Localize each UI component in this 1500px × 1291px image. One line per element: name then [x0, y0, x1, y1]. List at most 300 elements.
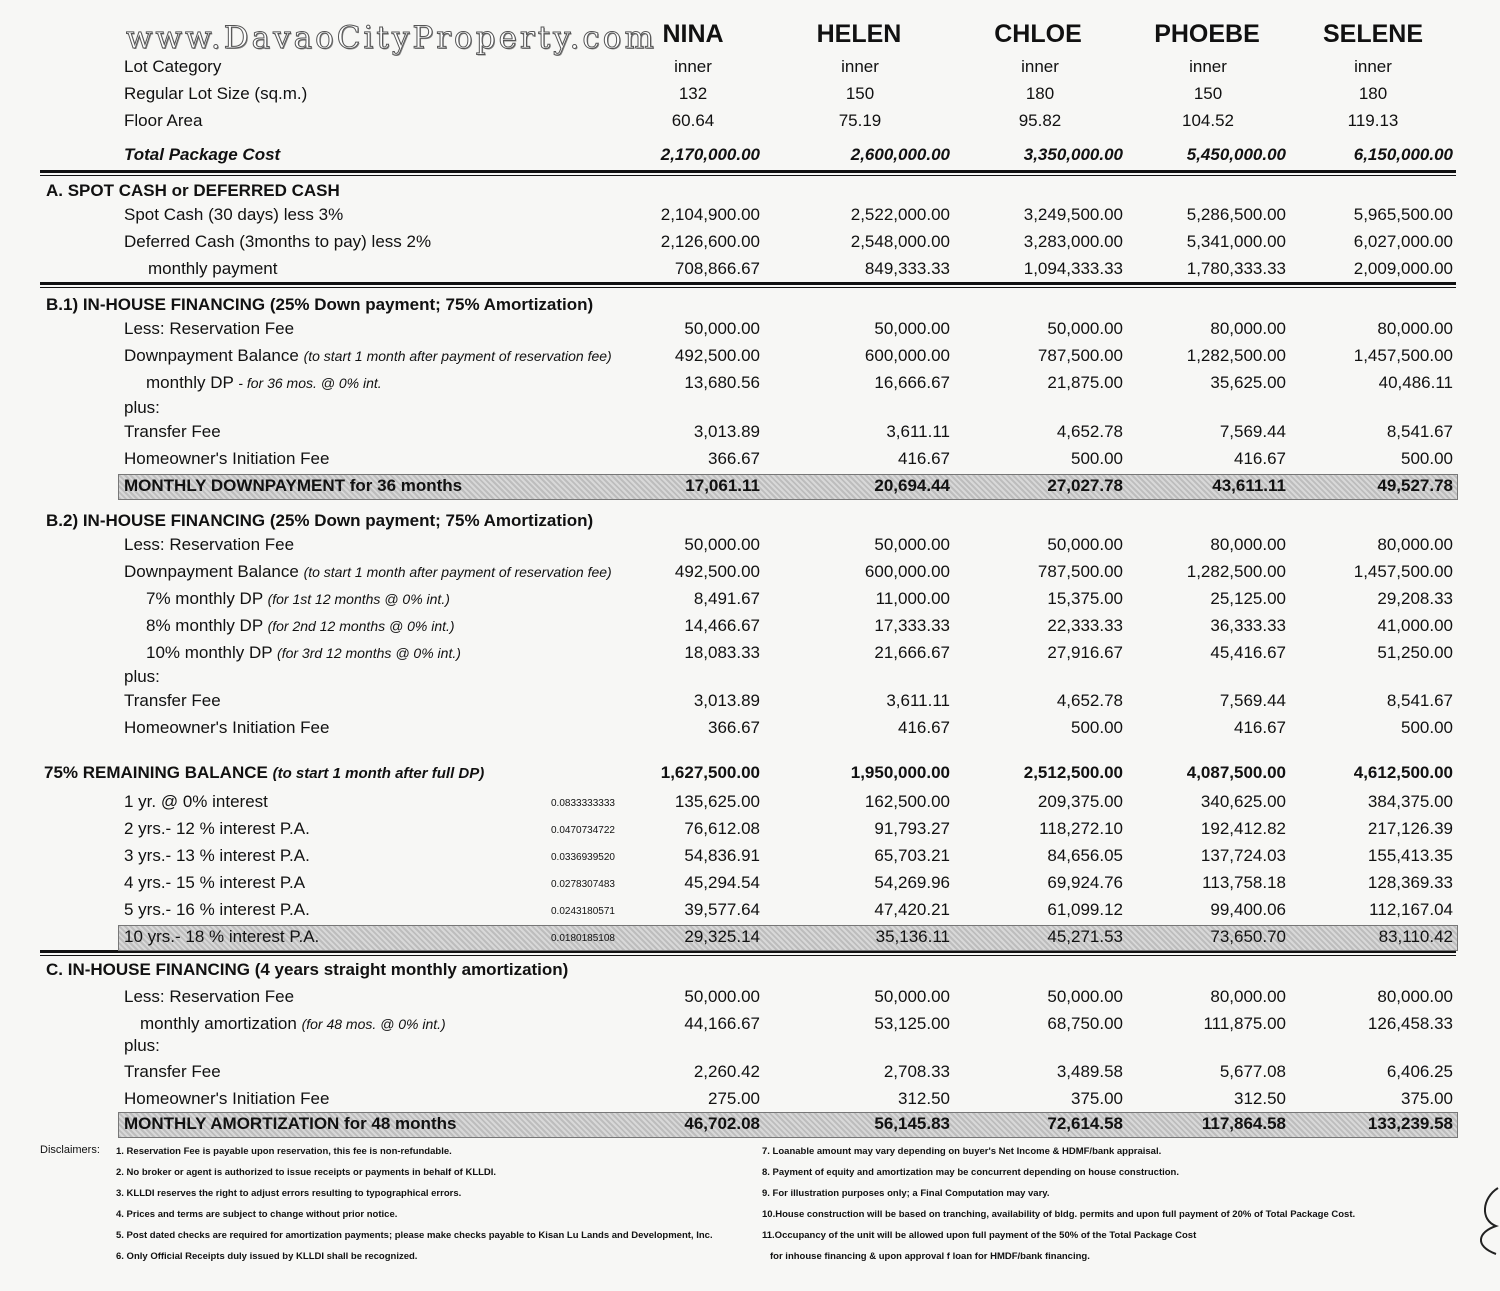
cell-phoebe: 73,650.70	[1210, 927, 1286, 946]
cell-helen: 91,793.27	[874, 819, 950, 838]
disclaimer-item: 4. Prices and terms are subject to change without prior notice.	[116, 1209, 398, 1220]
remaining-note: (to start 1 month after full DP)	[272, 765, 485, 782]
cell-nina: 135,625.00	[674, 792, 760, 811]
cell-phoebe: 137,724.03	[1200, 846, 1286, 865]
cell-nina: 17,061.11	[685, 476, 760, 495]
cell-helen: 416.67	[898, 449, 950, 468]
cell-selene: 8,541.67	[1386, 422, 1453, 441]
cell-nina: 54,836.91	[684, 846, 760, 865]
cell-selene: 375.00	[1401, 1089, 1453, 1108]
cell-selene: 5,965,500.00	[1353, 205, 1453, 224]
cell-nina: inner	[674, 57, 712, 76]
cell-chloe: 3,350,000.00	[1023, 145, 1123, 164]
cell-nina: 3,013.89	[693, 691, 760, 710]
b2-dp-10-row	[0, 643, 1500, 670]
cell-chloe: 500.00	[1071, 449, 1123, 468]
cell-phoebe: 150	[1193, 84, 1223, 103]
row-label-text: Deferred Cash (3months to pay) less 2%	[124, 232, 432, 251]
disclaimer-item: 11.Occupancy of the unit will be allowed upon full payment of the 50% of the Total Package Cost	[762, 1230, 1197, 1241]
cell-chloe: 27,027.78	[1047, 476, 1123, 495]
b2-dp-7-row	[0, 589, 1500, 616]
row-note: (to start 1 month after payment of reservation fee)	[303, 348, 612, 364]
cell-chloe: 50,000.00	[1047, 535, 1123, 554]
row-label-text: 7% monthly DP	[146, 589, 263, 608]
b1-plus-row	[0, 398, 1500, 425]
cell-chloe: 45,271.53	[1047, 927, 1123, 946]
cell-helen: 75.19	[838, 111, 882, 130]
remaining-10yrs-row	[0, 927, 1500, 954]
cell-nina: 50,000.00	[684, 535, 760, 554]
cell-nina: 2,260.42	[693, 1062, 760, 1081]
cell-selene: 49,527.78	[1377, 476, 1453, 495]
cell-selene: 6,406.25	[1386, 1062, 1453, 1081]
cell-selene: 80,000.00	[1377, 319, 1453, 338]
cell-helen: inner	[841, 57, 879, 76]
cell-nina: 275.00	[708, 1089, 760, 1108]
cell-chloe: 61,099.12	[1047, 900, 1123, 919]
row-label	[124, 84, 307, 104]
b2-homeowners-fee-row	[0, 718, 1500, 745]
cell-phoebe: 80,000.00	[1210, 535, 1286, 554]
cell-nina: 492,500.00	[674, 346, 760, 365]
cell-chloe: 1,094,333.33	[1023, 259, 1123, 278]
row-label-text: Homeowner's Initiation Fee	[124, 718, 330, 737]
disclaimer-item: 3. KLLDI reserves the right to adjust errors resulting to typographical errors.	[116, 1188, 462, 1199]
cell-helen: 20,694.44	[874, 476, 950, 495]
cell-phoebe: 111,875.00	[1203, 1014, 1286, 1033]
cell-helen: 600,000.00	[864, 346, 950, 365]
cell-phoebe: 45,416.67	[1210, 643, 1286, 662]
cell-phoebe: 7,569.44	[1219, 691, 1286, 710]
cell-chloe: 3,489.58	[1056, 1062, 1123, 1081]
cell-selene: 29,208.33	[1377, 589, 1453, 608]
cell-selene: 6,150,000.00	[1353, 145, 1453, 164]
row-label-text: 10 yrs.- 18 % interest P.A.	[124, 927, 320, 946]
cell-phoebe: 416.67	[1234, 718, 1286, 737]
cell-chloe: 95.82	[1018, 111, 1062, 130]
cell-phoebe: 113,758.18	[1202, 873, 1286, 892]
cell-phoebe: 99,400.06	[1210, 900, 1286, 919]
remaining-value: 1,627,500.00	[660, 763, 760, 782]
row-label-text: 2 yrs.- 12 % interest P.A.	[124, 819, 310, 838]
cell-helen: 416.67	[898, 718, 950, 737]
cell-phoebe: 1,282,500.00	[1186, 562, 1286, 581]
cell-chloe: 22,333.33	[1047, 616, 1123, 635]
row-label	[124, 57, 221, 77]
row-label	[124, 145, 280, 165]
cell-helen: 50,000.00	[874, 319, 950, 338]
row-label	[124, 319, 294, 339]
cell-chloe: 787,500.00	[1037, 562, 1123, 581]
cell-nina: 18,083.33	[684, 643, 760, 662]
row-label	[124, 1089, 329, 1109]
cell-selene: 1,457,500.00	[1353, 562, 1453, 581]
model-header-phoebe: PHOEBE	[1154, 20, 1260, 48]
row-label-text: Transfer Fee	[124, 422, 221, 441]
cell-nina: 2,170,000.00	[660, 145, 760, 164]
cell-selene: 41,000.00	[1377, 616, 1453, 635]
cell-chloe: 375.00	[1071, 1089, 1123, 1108]
cell-helen: 17,333.33	[874, 616, 950, 635]
rate-factor: 0.0833333333	[551, 798, 615, 809]
row-label-text: Transfer Fee	[124, 1062, 221, 1081]
cell-chloe: 787,500.00	[1037, 346, 1123, 365]
row-label-text: Less: Reservation Fee	[124, 987, 295, 1006]
c-transfer-fee-row	[0, 1062, 1500, 1089]
cell-selene: 155,413.35	[1367, 846, 1453, 865]
cell-selene: 8,541.67	[1386, 691, 1453, 710]
cell-chloe: inner	[1021, 57, 1059, 76]
cell-chloe: 500.00	[1071, 718, 1123, 737]
cell-selene: 217,126.39	[1367, 819, 1453, 838]
divider	[40, 287, 1456, 288]
cell-chloe: 209,375.00	[1037, 792, 1123, 811]
row-label	[124, 873, 305, 893]
lot-category-row	[0, 57, 1500, 84]
signature-mark	[1470, 1180, 1500, 1260]
row-label-text: monthly payment	[148, 259, 278, 278]
disclaimer-item: 9. For illustration purposes only; a Final Computation may vary.	[762, 1188, 1050, 1199]
cell-selene: 80,000.00	[1377, 987, 1453, 1006]
floor-area-row	[0, 111, 1500, 138]
row-label-text: MONTHLY DOWNPAYMENT for 36 months	[124, 476, 463, 495]
row-label-text: Total Package Cost	[124, 145, 281, 164]
b1-monthly-downpayment-row	[0, 476, 1500, 503]
row-label-text: Homeowner's Initiation Fee	[124, 449, 330, 468]
cell-nina: 3,013.89	[693, 422, 760, 441]
row-label	[124, 562, 612, 582]
monthly-payment-row	[0, 259, 1500, 286]
disclaimer-item: 8. Payment of equity and amortization may be concurrent depending on house construction.	[762, 1167, 1179, 1178]
cell-nina: 8,491.67	[693, 589, 760, 608]
cell-phoebe: 5,450,000.00	[1186, 145, 1286, 164]
row-label	[124, 1062, 221, 1082]
row-label	[140, 1014, 446, 1034]
cell-selene: 180	[1358, 84, 1388, 103]
rate-factor: 0.0278307483	[551, 879, 615, 890]
rate-factor: 0.0336939520	[551, 852, 615, 863]
rate-factor: 0.0180185108	[551, 933, 615, 944]
b2-downpayment-balance-row	[0, 562, 1500, 589]
disclaimers-label: Disclaimers:	[40, 1144, 100, 1156]
row-note: (for 48 mos. @ 0% int.)	[301, 1016, 446, 1032]
row-note: - for 36 mos. @ 0% int.	[238, 375, 382, 391]
remaining-4yrs-row	[0, 873, 1500, 900]
row-label-text: MONTHLY AMORTIZATION for 48 months	[124, 1114, 457, 1133]
row-label	[124, 535, 294, 555]
cell-nina: 50,000.00	[684, 319, 760, 338]
row-note: (for 1st 12 months @ 0% int.)	[267, 591, 450, 607]
c-monthly-amortization-total-row	[0, 1114, 1500, 1141]
row-label	[124, 476, 462, 496]
b2-plus-row	[0, 667, 1500, 694]
cell-nina: 45,294.54	[684, 873, 760, 892]
b1-homeowners-fee-row	[0, 449, 1500, 476]
row-label	[124, 927, 319, 947]
cell-phoebe: 5,341,000.00	[1186, 232, 1286, 251]
cell-phoebe: 80,000.00	[1210, 987, 1286, 1006]
remaining-balance-row	[0, 763, 1500, 790]
remaining-3yrs-row	[0, 846, 1500, 873]
row-label	[148, 259, 277, 279]
row-label-text: monthly amortization	[140, 1014, 297, 1033]
row-label	[124, 792, 268, 812]
divider	[40, 175, 1456, 176]
row-label-text: 8% monthly DP	[146, 616, 263, 635]
cell-helen: 3,611.11	[886, 691, 950, 710]
row-label-text: plus:	[124, 1036, 160, 1055]
row-label	[124, 667, 160, 687]
cell-helen: 56,145.83	[874, 1114, 950, 1133]
section-b1-heading: B.1) IN-HOUSE FINANCING (25% Down payment; 75% Amortization)	[46, 295, 594, 314]
cell-nina: 39,577.64	[684, 900, 760, 919]
cell-selene: 133,239.58	[1367, 1114, 1453, 1133]
cell-selene: 1,457,500.00	[1353, 346, 1453, 365]
row-label-text: Regular Lot Size (sq.m.)	[124, 84, 308, 103]
b1-reservation-fee-row	[0, 319, 1500, 346]
cell-chloe: 4,652.78	[1056, 422, 1123, 441]
row-label-text: Spot Cash (30 days) less 3%	[124, 205, 344, 224]
cell-selene: 384,375.00	[1367, 792, 1453, 811]
cell-chloe: 68,750.00	[1047, 1014, 1123, 1033]
disclaimer-item: 7. Loanable amount may vary depending on buyer's Net Income & HDMF/bank appraisal.	[762, 1146, 1162, 1157]
b2-transfer-fee-row	[0, 691, 1500, 718]
row-label	[146, 589, 450, 609]
cell-helen: 54,269.96	[874, 873, 950, 892]
cell-helen: 2,708.33	[883, 1062, 950, 1081]
cell-helen: 65,703.21	[874, 846, 950, 865]
cell-phoebe: 192,412.82	[1200, 819, 1286, 838]
cell-helen: 21,666.67	[874, 643, 950, 662]
cell-helen: 16,666.67	[874, 373, 950, 392]
cell-selene: 51,250.00	[1377, 643, 1453, 662]
cell-phoebe: 104.52	[1182, 111, 1234, 130]
watermark: www.DavaoCityProperty.com	[126, 20, 657, 56]
cell-nina: 2,104,900.00	[660, 205, 760, 224]
cell-phoebe: 36,333.33	[1210, 616, 1286, 635]
cell-nina: 366.67	[708, 718, 760, 737]
cell-chloe: 3,249,500.00	[1023, 205, 1123, 224]
cell-helen: 11,000.00	[875, 589, 950, 608]
row-label	[124, 422, 221, 442]
remaining-value: 1,950,000.00	[850, 763, 950, 782]
cell-helen: 162,500.00	[864, 792, 950, 811]
cell-helen: 312.50	[898, 1089, 950, 1108]
cell-selene: inner	[1354, 57, 1392, 76]
cell-phoebe: 43,611.11	[1212, 476, 1286, 495]
row-label	[124, 987, 294, 1007]
cell-helen: 849,333.33	[864, 259, 950, 278]
row-label-text: Downpayment Balance	[124, 346, 299, 365]
rate-factor: 0.0243180571	[551, 906, 615, 917]
row-label-text: 10% monthly DP	[146, 643, 273, 662]
c-plus-row	[0, 1036, 1500, 1063]
cell-selene: 80,000.00	[1377, 535, 1453, 554]
row-label	[124, 718, 329, 738]
row-label	[124, 1036, 160, 1056]
cell-nina: 366.67	[708, 449, 760, 468]
row-label	[146, 373, 382, 393]
cell-chloe: 27,916.67	[1047, 643, 1123, 662]
disclaimer-item: 5. Post dated checks are required for amortization payments; please make checks payable to Kisan Lu Lands and Development, Inc.	[116, 1230, 713, 1241]
remaining-value: 4,612,500.00	[1353, 763, 1453, 782]
disclaimer-item: 10.House construction will be based on tranching, availability of bldg. permits and upon full payment of 20% of Total Package Cost.	[762, 1209, 1356, 1220]
cell-nina: 50,000.00	[684, 987, 760, 1006]
row-note: (for 2nd 12 months @ 0% int.)	[267, 618, 455, 634]
row-note: (to start 1 month after payment of reservation fee)	[303, 564, 612, 580]
b1-transfer-fee-row	[0, 422, 1500, 449]
cell-chloe: 50,000.00	[1047, 987, 1123, 1006]
disclaimer-item: 6. Only Official Receipts duly issued by KLLDI shall be recognized.	[116, 1251, 418, 1262]
b2-reservation-fee-row	[0, 535, 1500, 562]
row-label-text: Less: Reservation Fee	[124, 535, 295, 554]
section-a-heading: A. SPOT CASH or DEFERRED CASH	[46, 181, 340, 200]
disclaimer-item: for inhouse financing & upon approval f loan for HMDF/bank financing.	[770, 1251, 1090, 1262]
cell-phoebe: 312.50	[1234, 1089, 1286, 1108]
cell-nina: 44,166.67	[684, 1014, 760, 1033]
cell-helen: 3,611.11	[886, 422, 950, 441]
row-label-text: Homeowner's Initiation Fee	[124, 1089, 330, 1108]
cell-nina: 132	[678, 84, 708, 103]
row-note: (for 3rd 12 months @ 0% int.)	[277, 645, 461, 661]
cell-nina: 492,500.00	[674, 562, 760, 581]
row-label	[124, 846, 310, 866]
cell-phoebe: 7,569.44	[1219, 422, 1286, 441]
row-label-text: Lot Category	[124, 57, 222, 76]
cell-nina: 60.64	[671, 111, 715, 130]
total-package-cost-row	[0, 145, 1500, 172]
row-label-text: plus:	[124, 667, 160, 686]
row-label	[124, 449, 329, 469]
cell-nina: 29,325.14	[684, 927, 760, 946]
cell-selene: 2,009,000.00	[1353, 259, 1453, 278]
cell-selene: 83,110.42	[1378, 927, 1453, 946]
model-header-chloe: CHLOE	[994, 20, 1082, 48]
row-label	[146, 643, 461, 663]
model-header-selene: SELENE	[1322, 20, 1424, 48]
b1-downpayment-balance-row	[0, 346, 1500, 373]
row-label	[124, 398, 160, 418]
cell-phoebe: 1,282,500.00	[1186, 346, 1286, 365]
remaining-1yr-row	[0, 792, 1500, 819]
cell-chloe: 72,614.58	[1047, 1114, 1123, 1133]
row-label-text: 5 yrs.- 16 % interest P.A.	[124, 900, 310, 919]
cell-selene: 500.00	[1401, 449, 1453, 468]
cell-nina: 14,466.67	[684, 616, 760, 635]
cell-chloe: 21,875.00	[1047, 373, 1123, 392]
disclaimer-item: 1. Reservation Fee is payable upon reservation, this fee is non-refundable.	[116, 1146, 452, 1157]
cell-helen: 50,000.00	[874, 535, 950, 554]
cell-chloe: 180	[1025, 84, 1055, 103]
cell-phoebe: 416.67	[1234, 449, 1286, 468]
deferred-cash-row	[0, 232, 1500, 259]
cell-phoebe: 5,677.08	[1219, 1062, 1286, 1081]
cell-phoebe: 340,625.00	[1200, 792, 1286, 811]
cell-chloe: 69,924.76	[1047, 873, 1123, 892]
cell-helen: 600,000.00	[864, 562, 950, 581]
cell-helen: 2,548,000.00	[850, 232, 950, 251]
cell-phoebe: inner	[1189, 57, 1227, 76]
remaining-2yrs-row	[0, 819, 1500, 846]
cell-selene: 119.13	[1347, 111, 1399, 130]
row-label-text: Floor Area	[124, 111, 203, 130]
row-label	[124, 819, 310, 839]
model-header-helen: HELEN	[816, 20, 902, 48]
cell-chloe: 4,652.78	[1056, 691, 1123, 710]
c-reservation-fee-row	[0, 987, 1500, 1014]
cell-selene: 6,027,000.00	[1353, 232, 1453, 251]
row-label	[124, 111, 202, 131]
b1-monthly-dp-row	[0, 373, 1500, 400]
cell-phoebe: 1,780,333.33	[1186, 259, 1286, 278]
row-label	[124, 900, 310, 920]
lot-size-row	[0, 84, 1500, 111]
cell-helen: 47,420.21	[874, 900, 950, 919]
cell-helen: 2,522,000.00	[850, 205, 950, 224]
cell-phoebe: 25,125.00	[1210, 589, 1286, 608]
cell-selene: 40,486.11	[1378, 373, 1453, 392]
row-label	[124, 205, 343, 225]
cell-selene: 128,369.33	[1367, 873, 1453, 892]
section-c-heading: C. IN-HOUSE FINANCING (4 years straight monthly amortization)	[46, 960, 569, 979]
row-label-text: 1 yr. @ 0% interest	[124, 792, 268, 811]
cell-selene: 126,458.33	[1367, 1014, 1453, 1033]
rate-factor: 0.0470734722	[551, 825, 615, 836]
row-label	[124, 691, 221, 711]
cell-chloe: 3,283,000.00	[1023, 232, 1123, 251]
cell-phoebe: 80,000.00	[1210, 319, 1286, 338]
cell-helen: 150	[845, 84, 875, 103]
cell-phoebe: 5,286,500.00	[1186, 205, 1286, 224]
remaining-value: 4,087,500.00	[1186, 763, 1286, 782]
cell-chloe: 50,000.00	[1047, 319, 1123, 338]
remaining-5yrs-row	[0, 900, 1500, 927]
b2-dp-8-row	[0, 616, 1500, 643]
row-label-text: 4 yrs.- 15 % interest P.A	[124, 873, 306, 892]
row-label-text: monthly DP	[146, 373, 234, 392]
row-label	[124, 232, 431, 252]
row-label-text: 3 yrs.- 13 % interest P.A.	[124, 846, 310, 865]
cell-nina: 2,126,600.00	[660, 232, 760, 251]
model-header-nina: NINA	[662, 20, 724, 48]
section-b2-heading: B.2) IN-HOUSE FINANCING (25% Down payment; 75% Amortization)	[46, 511, 594, 530]
cell-chloe: 118,272.10	[1039, 819, 1123, 838]
divider	[40, 955, 1456, 956]
cell-phoebe: 35,625.00	[1210, 373, 1286, 392]
spot-cash-row	[0, 205, 1500, 232]
row-label-text: Less: Reservation Fee	[124, 319, 295, 338]
cell-selene: 112,167.04	[1369, 900, 1453, 919]
cell-chloe: 84,656.05	[1047, 846, 1123, 865]
cell-chloe: 15,375.00	[1047, 589, 1123, 608]
cell-nina: 708,866.67	[674, 259, 760, 278]
cell-nina: 13,680.56	[684, 373, 760, 392]
row-label	[146, 616, 455, 636]
cell-nina: 76,612.08	[684, 819, 760, 838]
cell-phoebe: 117,864.58	[1201, 1114, 1286, 1133]
row-label	[124, 346, 612, 366]
row-label-text: plus:	[124, 398, 160, 417]
cell-helen: 2,600,000.00	[850, 145, 950, 164]
remaining-title: 75% REMAINING BALANCE	[44, 763, 268, 782]
cell-helen: 53,125.00	[874, 1014, 950, 1033]
row-label-text: Downpayment Balance	[124, 562, 299, 581]
cell-helen: 50,000.00	[874, 987, 950, 1006]
remaining-value: 2,512,500.00	[1023, 763, 1123, 782]
cell-selene: 500.00	[1401, 718, 1453, 737]
row-label	[124, 1114, 456, 1134]
row-label-text: Transfer Fee	[124, 691, 221, 710]
